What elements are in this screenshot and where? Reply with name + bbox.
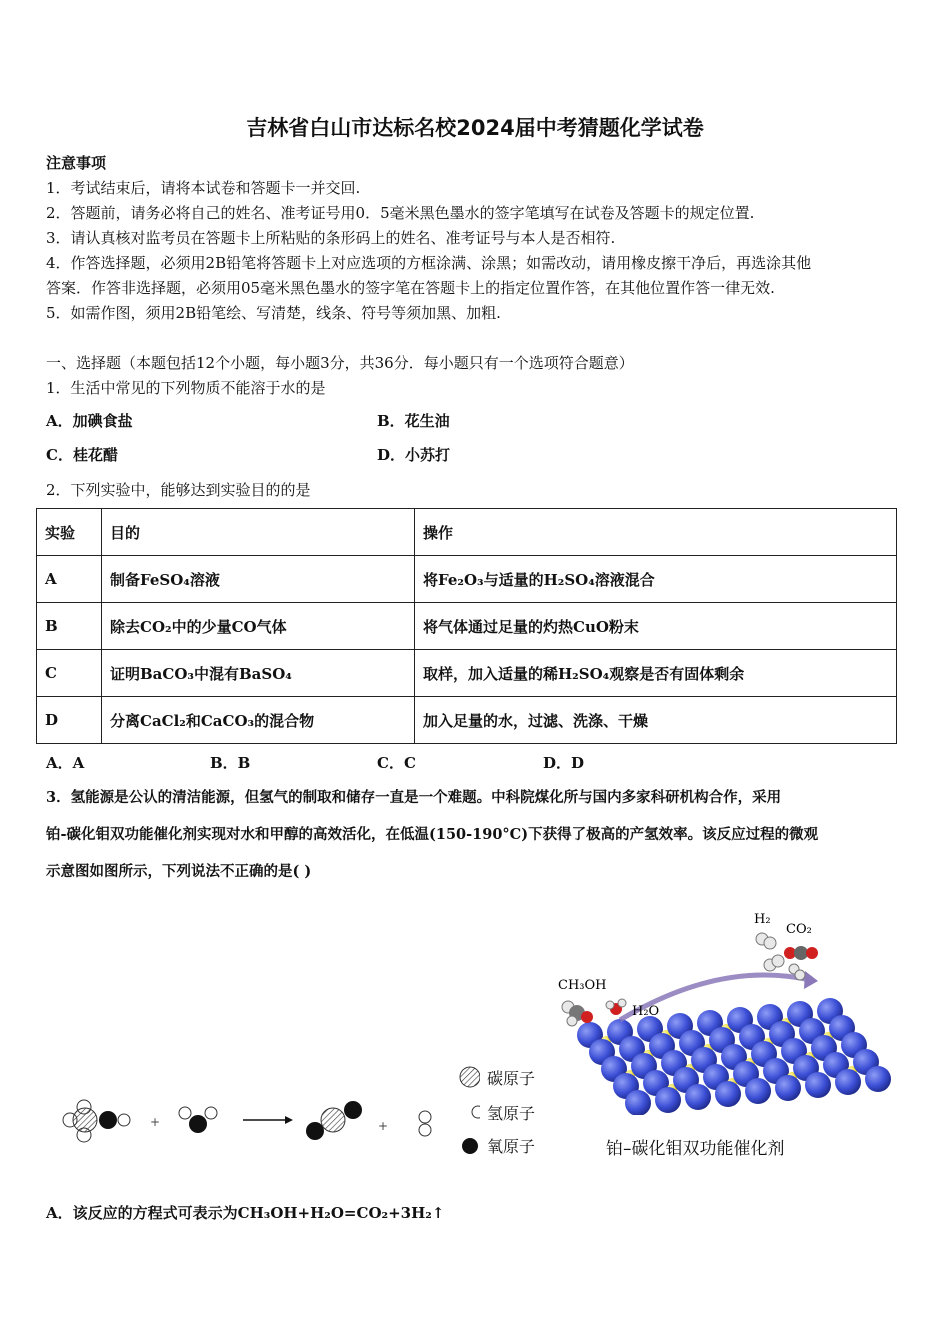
notice-item: 2．答题前，请务必将自己的姓名、准考证号用0．5毫米黑色墨水的签字笔填写在试卷及答题卡的规定位置. xyxy=(46,204,755,222)
catalyst-atom xyxy=(625,1090,651,1115)
hydrogen-atom-icon xyxy=(472,1106,480,1118)
row-goal: 除去CO₂中的少量CO气体 xyxy=(102,603,415,650)
q2-option-c: C．C xyxy=(377,754,416,772)
section-heading: 一、选择题（本题包括12个小题，每小题3分，共36分．每小题只有一个选项符合题意） xyxy=(46,354,634,372)
legend-hydrogen: 氢原子 xyxy=(487,1104,536,1123)
reaction-diagram xyxy=(40,1080,460,1160)
h2-molecules-icon xyxy=(756,933,784,971)
catalyst-atom xyxy=(655,1087,681,1113)
header-cell: 目的 xyxy=(102,509,415,556)
svg-text:+: + xyxy=(378,1119,389,1133)
question-3-line: 3．氢能源是公认的清洁能源，但氢气的制取和储存一直是一个难题。中科院煤化所与国内多家科研机构合作，采用 xyxy=(46,789,782,806)
catalyst-atom xyxy=(715,1081,741,1107)
question-2-stem: 2．下列实验中，能够达到实验目的的是 xyxy=(46,481,311,499)
header-cell: 实验 xyxy=(37,509,102,556)
table-row xyxy=(37,697,897,744)
q1-option-d: D．小苏打 xyxy=(377,446,451,464)
catalyst-atom xyxy=(745,1078,771,1104)
catalyst-illustration xyxy=(550,905,900,1115)
co2-molecule xyxy=(306,1101,362,1140)
row-goal: 证明BaCO₃中混有BaSO₄ xyxy=(102,650,415,697)
catalyst-atom xyxy=(835,1069,861,1095)
catalyst-atom xyxy=(685,1084,711,1110)
notice-item: 3．请认真核对监考员在答题卡上所粘贴的条形码上的姓名、准考证号与本人是否相符. xyxy=(46,229,616,247)
q1-option-b: B．花生油 xyxy=(377,412,450,430)
header-cell: 操作 xyxy=(415,509,897,556)
row-id: C xyxy=(37,650,102,697)
notice-item: 4．作答选择题，必须用2B铅笔将答题卡上对应选项的方框涂满、涂黑；如需改动，请用橡皮擦干净后，再选涂其他 xyxy=(46,254,812,272)
q2-option-b: B．B xyxy=(210,754,251,772)
catalyst-atom xyxy=(775,1075,801,1101)
q1-option-a: A．加碘食盐 xyxy=(46,412,133,430)
water-molecule-icon xyxy=(606,999,626,1015)
row-goal: 制备FeSO₄溶液 xyxy=(102,556,415,603)
h2-label: H₂ xyxy=(754,912,771,927)
row-id: B xyxy=(37,603,102,650)
notice-item: 5．如需作图，须用2B铅笔绘、写清楚，线条、符号等须加黑、加粗. xyxy=(46,304,501,322)
row-operation: 取样，加入适量的稀H₂SO₄观察是否有固体剩余 xyxy=(415,650,897,697)
methanol-molecule xyxy=(63,1100,130,1142)
q3-option-a: A．该反应的方程式可表示为CH₃OH+H₂O=CO₂+3H₂↑ xyxy=(46,1204,445,1222)
legend-carbon: 碳原子 xyxy=(487,1069,536,1088)
row-operation: 加入足量的水，过滤、洗涤、干燥 xyxy=(415,697,897,744)
row-goal: 分离CaCl₂和CaCO₃的混合物 xyxy=(102,697,415,744)
row-operation: 将气体通过足量的灼热CuO粉末 xyxy=(415,603,897,650)
water-label: H₂O xyxy=(632,1004,660,1019)
notice-item: 答案．作答非选择题，必须用05毫米黑色墨水的签字笔在答题卡上的指定位置作答，在其他位置作答一律无效. xyxy=(46,279,775,297)
legend-oxygen: 氧原子 xyxy=(487,1137,536,1156)
catalyst-atom xyxy=(805,1072,831,1098)
row-operation: 将Fe₂O₃与适量的H₂SO₄溶液混合 xyxy=(415,556,897,603)
q2-option-d: D．D xyxy=(543,754,585,772)
table-row xyxy=(37,603,897,650)
atom-legend-symbols xyxy=(458,1062,480,1158)
row-id: A xyxy=(37,556,102,603)
water-molecule xyxy=(179,1107,217,1133)
table-row xyxy=(37,556,897,603)
page-title: 吉林省白山市达标名校2024届中考猜题化学试卷 xyxy=(246,116,704,140)
q1-option-c: C．桂花醋 xyxy=(46,446,118,464)
oxygen-atom-icon xyxy=(462,1138,478,1154)
catalyst-caption: 铂–碳化钼双功能催化剂 xyxy=(606,1139,785,1159)
experiment-table xyxy=(36,508,897,744)
carbon-atom-icon xyxy=(460,1067,480,1087)
catalyst-atom xyxy=(865,1066,891,1092)
table-header-row xyxy=(37,509,897,556)
methanol-molecule-icon xyxy=(562,1001,593,1026)
table-row xyxy=(37,650,897,697)
notice-heading: 注意事项 xyxy=(46,154,107,172)
notice-item: 1．考试结束后，请将本试卷和答题卡一并交回. xyxy=(46,179,361,197)
row-id: D xyxy=(37,697,102,744)
svg-text:+: + xyxy=(150,1115,161,1129)
methanol-label: CH₃OH xyxy=(558,978,607,993)
co2-label: CO₂ xyxy=(786,922,812,937)
question-3-line: 示意图如图所示，下列说法不正确的是( ) xyxy=(46,863,312,880)
q2-option-a: A．A xyxy=(46,754,85,772)
question-1-stem: 1．生活中常见的下列物质不能溶于水的是 xyxy=(46,379,326,397)
question-3-line: 铂-碳化钼双功能催化剂实现对水和甲醇的高效活化，在低温(150-190°C)下获得了极高的产氢效率。该反应过程的微观 xyxy=(46,826,819,843)
h2-molecule xyxy=(419,1111,431,1136)
